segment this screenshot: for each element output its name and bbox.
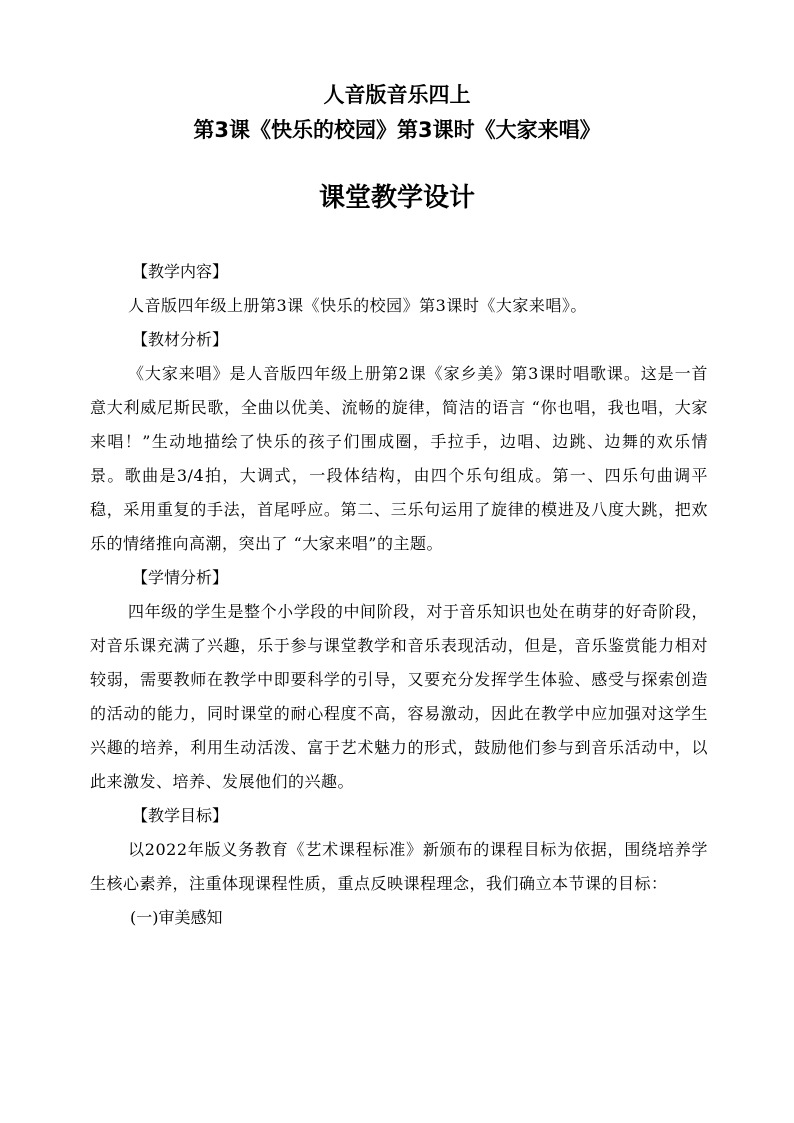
subheading: (一)审美感知 bbox=[130, 908, 223, 927]
section-heading: 【教学内容】 bbox=[132, 262, 229, 281]
lesson-title: 第3课《快乐的校园》第3课时《大家来唱》 bbox=[193, 118, 601, 142]
section-heading: 【教学目标】 bbox=[132, 806, 229, 825]
paragraph: 四年级的学生是整个小学段的中间阶段，对于音乐知识也处在萌芽的好奇阶段，对音乐课充满了兴趣，乐于参与课堂教学和音乐表现活动，但是，音乐鉴赏能力相对较弱，需要教师在教学中即要科学的引导，又要充分发挥学生体验、感受与探索创造的活动的能力，同时课堂的耐心程度不高，容易激动，因此在教学中应加强对这学生兴趣的培养，利用生动活泼、富于艺术魅力的形式，鼓励他们参与到音乐活动中，以此来激发、培养、发展他们的兴趣。 bbox=[90, 602, 708, 791]
section-heading: 【学情分析】 bbox=[132, 568, 229, 587]
paragraph: 《大家来唱》是人音版四年级上册第2课《家乡美》第3课时唱歌课。这是一首意大利威尼斯民歌，全曲以优美、流畅的旋律，简洁的语言 “你也唱，我也唱，大家来唱！”生动地描绘了快乐的孩子们围成圈，手拉手，边唱、边跳、边舞的欢乐情景。歌曲是3/4拍，大调式，一段体结构，由四个乐句组成。第一、四乐句曲调平稳，采用重复的手法，首尾呼应。第二、三乐句运用了旋律的模进及八度大跳，把欢乐的情绪推向高潮，突出了 “大家来唱”的主题。 bbox=[90, 364, 708, 553]
section-teaching-objectives bbox=[90, 799, 708, 935]
document-body bbox=[90, 255, 708, 935]
course-title: 人音版音乐四上 bbox=[323, 83, 471, 107]
section-learner-analysis bbox=[90, 561, 708, 799]
paragraph: 人音版四年级上册第3课《快乐的校园》第3课时《大家来唱》。 bbox=[128, 296, 587, 315]
document-title: 课堂教学设计 bbox=[318, 183, 475, 213]
section-teaching-content bbox=[90, 255, 708, 323]
section-heading: 【教材分析】 bbox=[132, 330, 229, 349]
paragraph: 以2022年版义务教育《艺术课程标准》新颁布的课程目标为依据，围绕培养学生核心素养，注重体现课程性质，重点反映课程理念，我们确立本节课的目标： bbox=[90, 840, 708, 893]
section-material-analysis bbox=[90, 323, 708, 561]
